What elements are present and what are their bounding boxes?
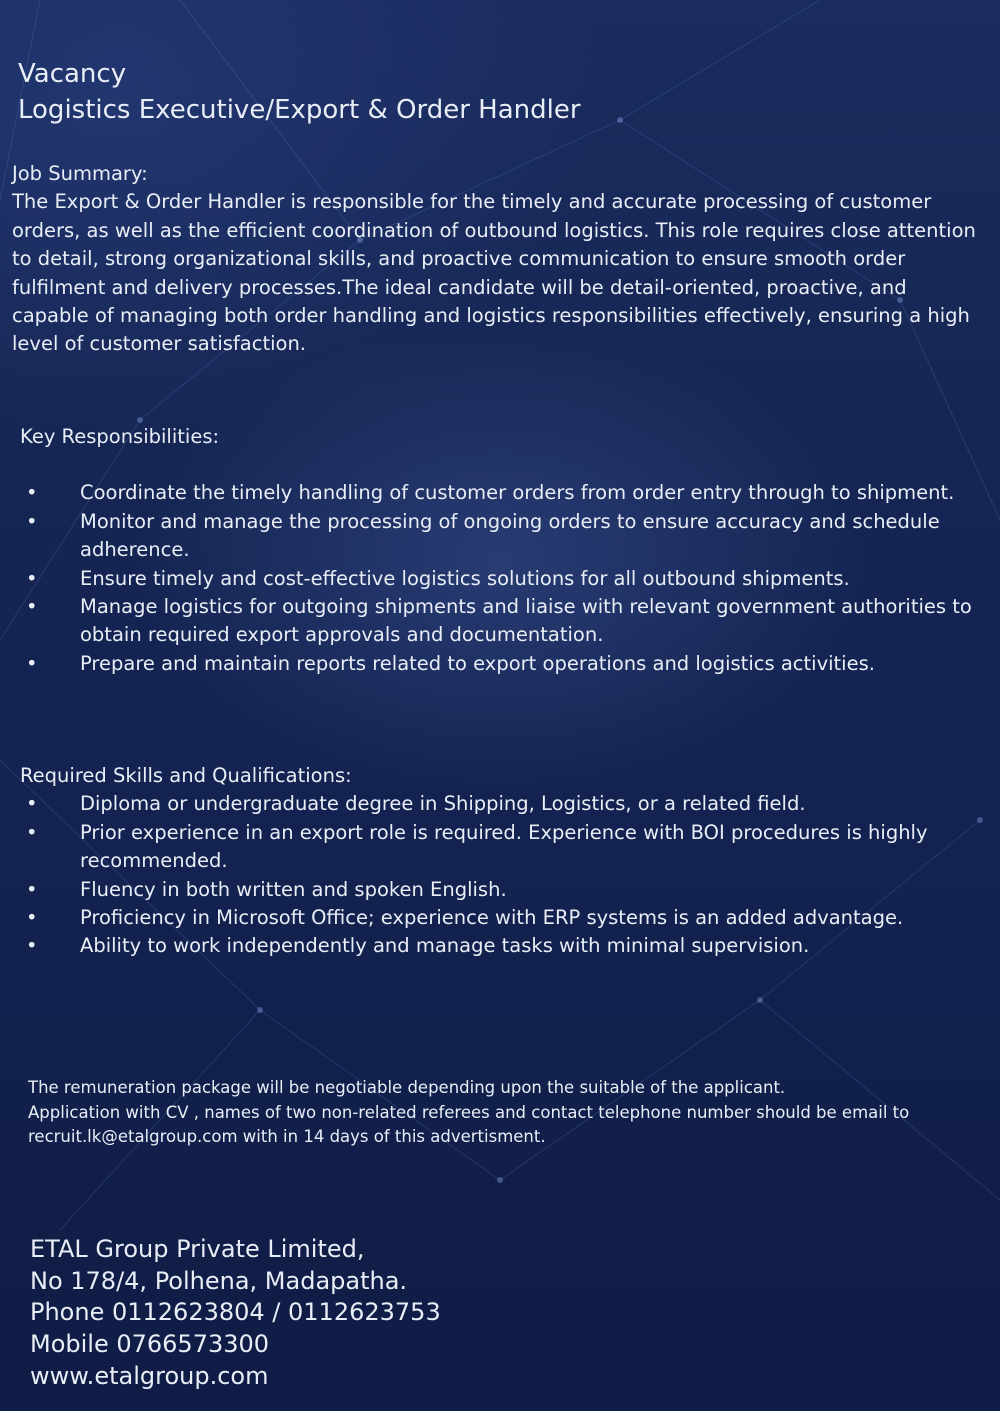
bullet-icon: •	[26, 877, 38, 901]
list-item-text: Monitor and manage the processing of ongoing orders to ensure accuracy and schedule adherence.	[80, 509, 940, 562]
list-item-text: Prior experience in an export role is required. Experience with BOI procedures is highly recommended.	[80, 820, 928, 873]
job-summary-title: Job Summary:	[12, 162, 148, 185]
vacancy-header	[18, 56, 581, 128]
bullet-icon: •	[26, 481, 38, 505]
list-item-text: Proficiency in Microsoft Office; experience with ERP systems is an added advantage.	[80, 906, 904, 930]
list-item-text: Prepare and maintain reports related to export operations and logistics activities.	[80, 651, 875, 675]
list-item	[20, 904, 985, 932]
bullet-icon: •	[26, 820, 38, 844]
bullet-icon: •	[26, 792, 38, 816]
company-website: www.etalgroup.com	[30, 1361, 269, 1390]
bullet-icon: •	[26, 566, 38, 590]
company-name: ETAL Group Private Limited,	[30, 1235, 365, 1263]
bullet-icon: •	[26, 509, 38, 533]
company-contact-block	[30, 1234, 441, 1393]
job-title: Logistics Executive/Export & Order Handler	[18, 95, 581, 125]
job-summary-section	[12, 160, 987, 359]
company-address: No 178/4, Polhena, Madapatha.	[30, 1266, 408, 1295]
key-responsibilities-title: Key Responsibilities:	[20, 425, 220, 448]
application-note	[28, 1076, 988, 1150]
responsibilities-list	[20, 479, 985, 678]
qualifications-title: Required Skills and Qualifications:	[20, 764, 352, 787]
list-item	[20, 565, 985, 593]
bullet-icon: •	[26, 651, 38, 675]
key-responsibilities-section	[20, 423, 985, 678]
qualifications-section	[20, 762, 985, 961]
list-item-text: Ensure timely and cost-effective logistics solutions for all outbound shipments.	[80, 566, 850, 590]
company-mobile: Mobile 0766573300	[30, 1330, 270, 1359]
list-item	[20, 932, 985, 960]
list-item	[20, 876, 985, 904]
list-item-text: Diploma or undergraduate degree in Shipping, Logistics, or a related field.	[80, 792, 806, 816]
bullet-icon: •	[26, 906, 38, 930]
company-phone: Phone 0112623804 / 0112623753	[30, 1298, 441, 1327]
list-item	[20, 508, 985, 565]
list-item	[20, 593, 985, 650]
qualifications-list	[20, 790, 985, 960]
bullet-icon: •	[26, 934, 38, 958]
remuneration-text: The remuneration package will be negotiable depending upon the suitable of the applicant.	[28, 1078, 786, 1097]
list-item-text: Manage logistics for outgoing shipments and liaise with relevant government authorities to obtain required export approvals and documentation.	[80, 595, 972, 647]
list-item-text: Fluency in both written and spoken English.	[80, 877, 507, 901]
list-item-text: Coordinate the timely handling of customer orders from order entry through to shipment.	[80, 481, 955, 505]
list-item	[20, 819, 985, 876]
job-summary-text: The Export & Order Handler is responsible for the timely and accurate processing of customer orders, as well as the efficient coordination of outbound logistics. This role requires close attention to detail, strong organizational skills, and proactive communication to ensure smooth order fulfilment and delivery processes.The ideal candidate will be detail-oriented, proactive, and capable of managing both order handling and logistics responsibilities effectively, ensuring a high level of customer satisfaction.	[12, 190, 976, 356]
list-item	[20, 479, 985, 507]
vacancy-label: Vacancy	[18, 59, 127, 89]
list-item	[20, 650, 985, 678]
application-instructions-text: Application with CV , names of two non-related referees and contact telephone number should be email to recruit.lk@etalgroup.com with in 14 days of this advertisment.	[28, 1102, 910, 1146]
bullet-icon: •	[26, 595, 38, 619]
list-item-text: Ability to work independently and manage tasks with minimal supervision.	[80, 934, 810, 958]
list-item	[20, 790, 985, 818]
